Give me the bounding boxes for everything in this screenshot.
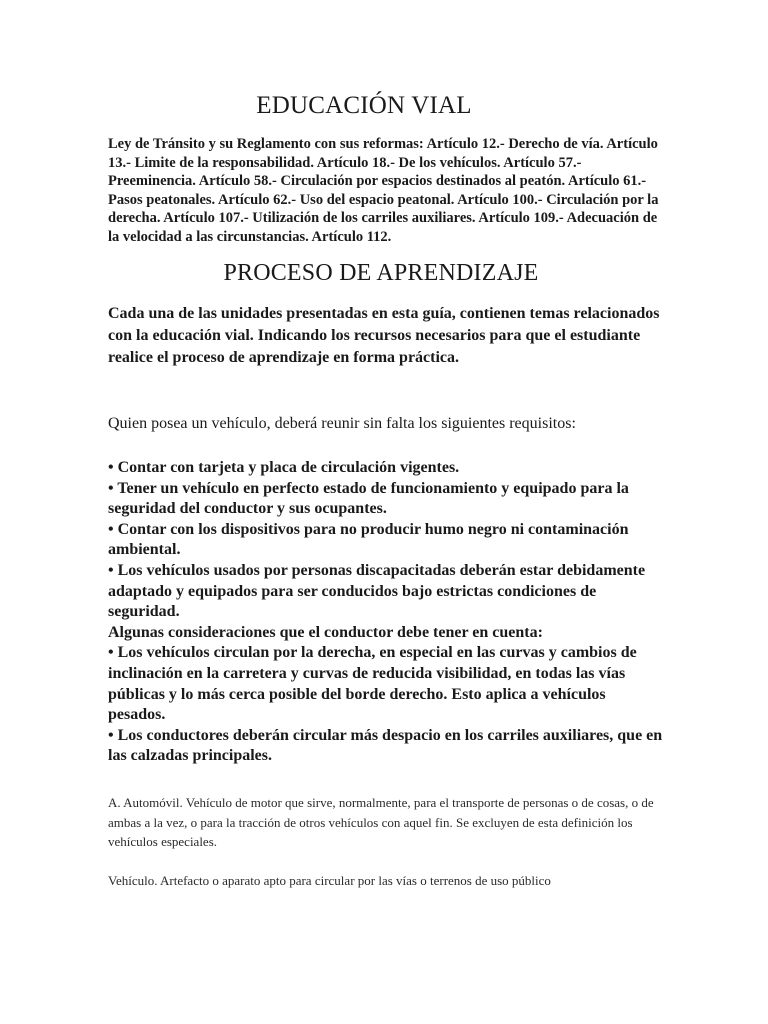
requirement-item: • Tener un vehículo en perfecto estado de funcionamiento y equipado para la seguridad del conductor y sus ocupantes. — [108, 479, 629, 518]
requirement-item: • Los vehículos usados por personas discapacitadas deberán estar debidamente adaptado y equipados para ser conducidos bajo estrictas condiciones de seguridad. — [108, 561, 646, 621]
requirements-block — [108, 458, 664, 767]
document-title: EDUCACIÓN VIAL — [256, 92, 472, 119]
definition-vehiculo: Vehículo. Artefacto o aparato apto para circular por las vías o terrenos de uso público — [108, 873, 551, 888]
requirements-intro: Quien posea un vehículo, deberá reunir sin falta los siguientes requisitos: — [108, 415, 576, 432]
intro-paragraph: Cada una de las unidades presentadas en esta guía, contienen temas relacionados con la educación vial. Indicando los recursos necesarios para que el estudiante realice el proceso de aprendizaje en forma práctica. — [108, 305, 660, 366]
requirement-item: • Contar con los dispositivos para no producir humo negro ni contaminación ambiental. — [108, 520, 629, 559]
considerations-intro: Algunas consideraciones que el conductor debe tener en cuenta: — [108, 623, 543, 641]
law-articles-paragraph: Ley de Tránsito y su Reglamento con sus reformas: Artículo 12.- Derecho de vía. Artículo 13.- Limite de la responsabilidad. Artículo 18.- De los vehículos. Artículo 57.- Preeminencia. Artículo 58.- Circulación por espacios destinados al peatón. Artículo 61.- Pasos peatonales. Artículo 62.- Uso del espacio peatonal. Artículo 100.- Circulación por la derecha. Artículo 107.- Utilización de los carriles auxiliares. Artículo 109.- Adecuación de la velocidad a las circunstancias. Artículo 112. — [108, 136, 659, 245]
consideration-item: • Los conductores deberán circular más despacio en los carriles auxiliares, que en las calzadas principales. — [108, 726, 663, 765]
consideration-item: • Los vehículos circulan por la derecha, en especial en las curvas y cambios de inclinación en la carretera y curvas de reducida visibilidad, en todas las vías públicas y lo más cerca posible del borde derecho. Esto aplica a vehículos pesados. — [108, 644, 637, 724]
definition-automovil: A. Automóvil. Vehículo de motor que sirve, normalmente, para el transporte de personas o de cosas, o de ambas a la vez, o para la tracción de otros vehículos con aquel fin. Se excluyen de esta definición los vehículos especiales. — [108, 795, 654, 849]
section-title: PROCESO DE APRENDIZAJE — [223, 260, 539, 286]
requirement-item: • Contar con tarjeta y placa de circulación vigentes. — [108, 459, 460, 476]
